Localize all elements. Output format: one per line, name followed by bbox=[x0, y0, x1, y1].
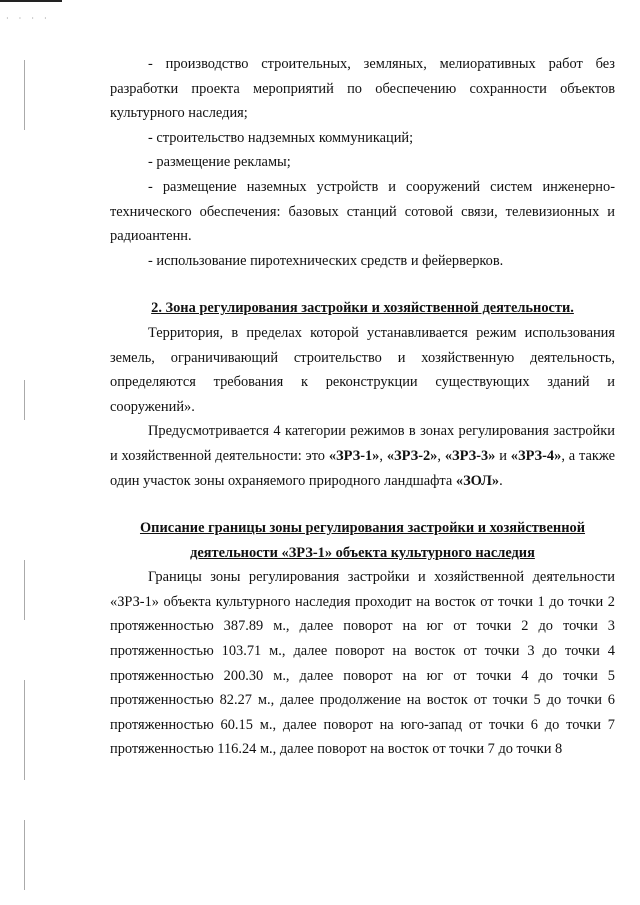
list-item: - размещение рекламы; bbox=[148, 154, 291, 171]
boundary-heading-line1: Описание границы зоны регулирования застройки и хозяйственной bbox=[139, 520, 586, 537]
scan-margin-mark bbox=[24, 680, 25, 780]
section-heading: 2. Зона регулирования застройки и хозяйственной деятельности. bbox=[151, 300, 574, 317]
paragraph: Границы зоны регулирования застройки и хозяйственной деятельности «ЗРЗ-1» объекта культурного наследия проходит на восток от точки 1 до точки 2 протяженностью 387.89 м., далее поворот на юг от точки 2 до точки 3 протяженностью 103.71 м., далее поворот на восток от точки 3 до точки 4 протяженностью 200.30 м., далее поворот на юг от точки 4 до точки 5 протяженностью 82.27 м., далее продолжение на восток от точки 5 до точки 6 протяженностью 60.15 м., далее поворот на юго-запад от точки 6 до точки 7 протяженностью 116.24 м., далее поворот на восток от точки 7 до точки 8 bbox=[110, 569, 615, 758]
paragraph-text: , а также один участок зоны охраняемого природного ландшафта bbox=[110, 447, 615, 489]
paragraph-text: Предусмотривается 4 категории режимов в зонах регулирования застройки и хозяйственной деятельности: это bbox=[110, 423, 615, 464]
list-item: - размещение наземных устройств и сооружений систем инженерно-технического обеспечения: базовых станций сотовой связи, телевизионных и радиоантенн. bbox=[110, 178, 615, 245]
separator: , bbox=[379, 447, 387, 464]
scan-edge-line bbox=[0, 0, 62, 2]
zone-code: «ЗРЗ-2» bbox=[386, 447, 438, 464]
scan-margin-mark bbox=[24, 380, 25, 420]
scan-artifact-dots: · · · · bbox=[6, 14, 51, 23]
zone-code: «ЗРЗ-1» bbox=[328, 447, 380, 464]
scan-margin-mark bbox=[24, 820, 25, 890]
paragraph bbox=[110, 419, 615, 493]
scan-margin-mark bbox=[24, 560, 25, 620]
scan-margin-mark bbox=[24, 60, 25, 130]
separator: , bbox=[437, 447, 445, 464]
paragraph: Территория, в пределах которой устанавливается режим использования земель, ограничивающий строительство и хозяйственную деятельность, определяются требования к реконструкции существующих зданий и сооружений». bbox=[110, 324, 615, 415]
list-item: - строительство надземных коммуникаций; bbox=[148, 129, 414, 146]
zone-code: «ЗОЛ» bbox=[455, 472, 500, 489]
zone-code: «ЗРЗ-3» bbox=[444, 447, 496, 464]
boundary-heading-line2: деятельности «ЗРЗ-1» объекта культурного наследия bbox=[190, 544, 535, 561]
spacer bbox=[110, 493, 615, 516]
list-item: - использование пиротехнических средств и фейерверков. bbox=[148, 252, 504, 269]
list-item: - производство строительных, земляных, мелиоративных работ без разработки проекта мероприятий по обеспечению сохранности объектов культурного наследия; bbox=[110, 56, 615, 122]
spacer bbox=[110, 273, 615, 296]
separator: и bbox=[495, 447, 511, 464]
paragraph-text: . bbox=[499, 472, 503, 489]
document-page bbox=[110, 52, 615, 762]
zone-code: «ЗРЗ-4» bbox=[510, 447, 562, 464]
